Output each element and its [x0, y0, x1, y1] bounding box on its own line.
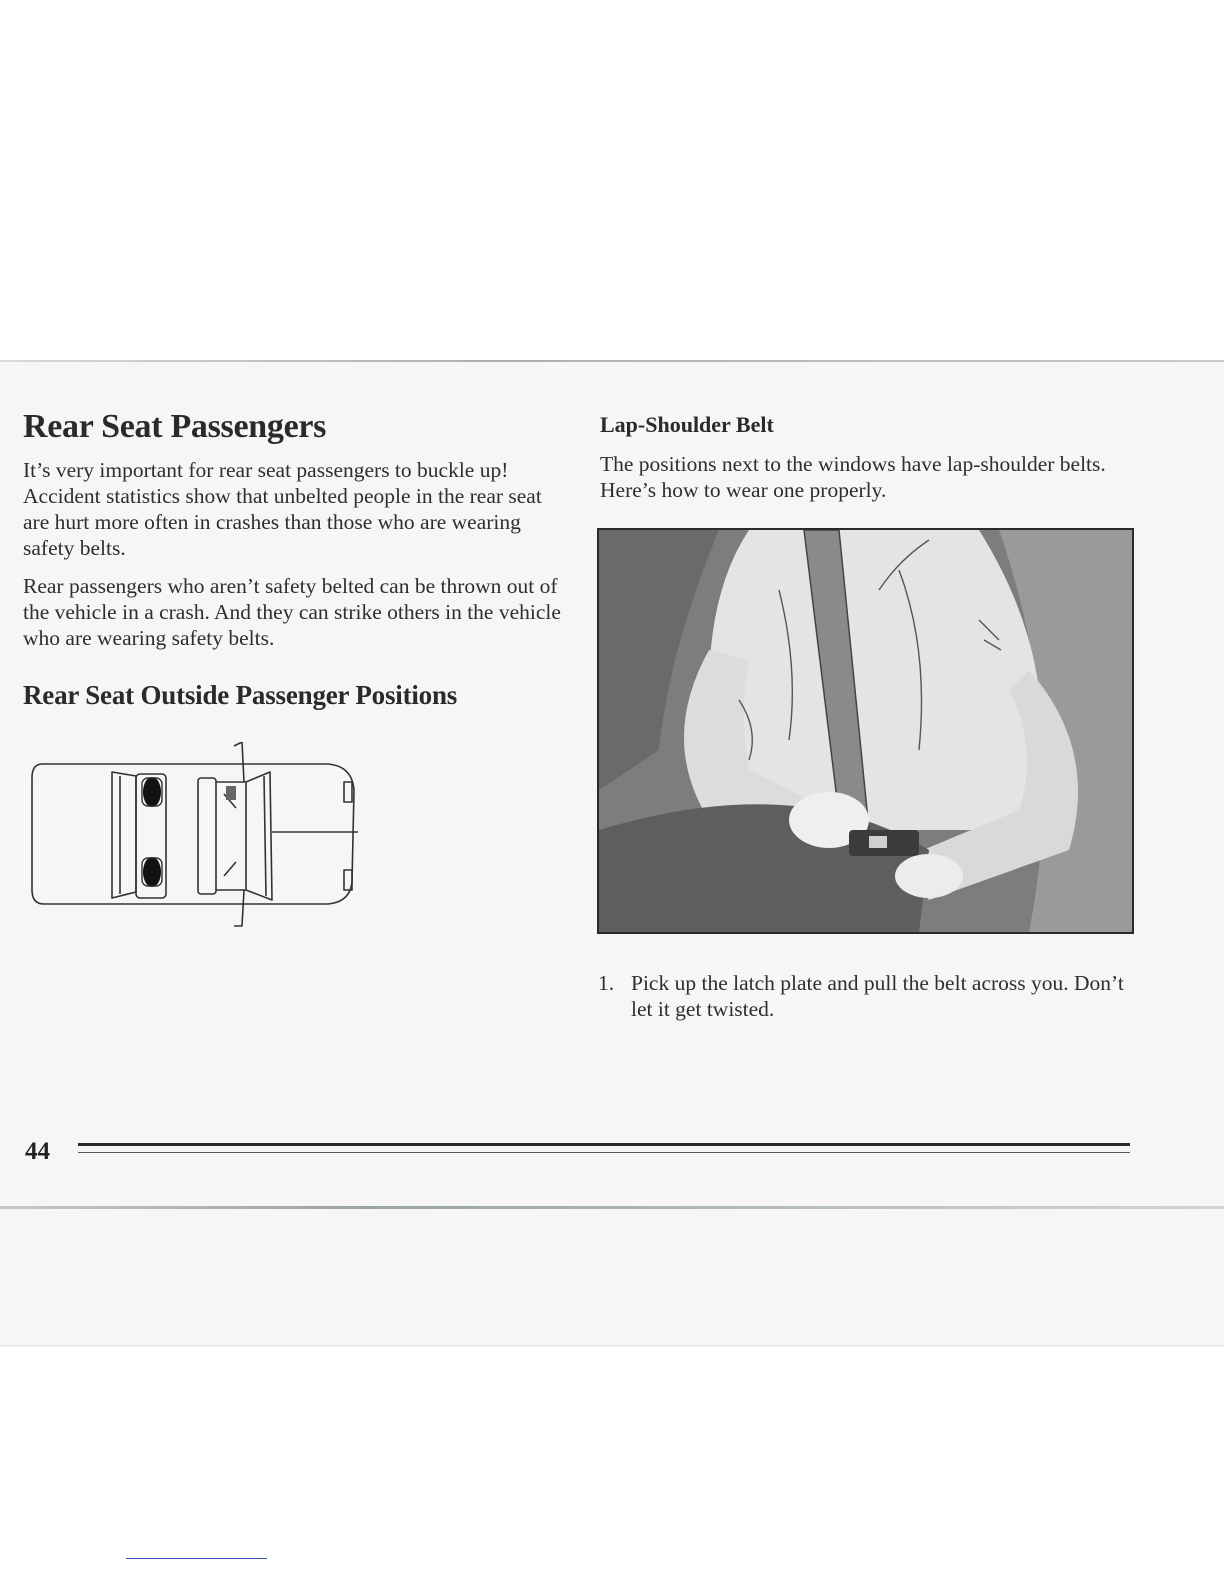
footer-rule-thin	[78, 1152, 1130, 1153]
subsection-title: Lap-Shoulder Belt	[600, 412, 774, 437]
page-number: 44	[25, 1138, 50, 1165]
step-text: Pick up the latch plate and pull the belt across you. Don’t let it get twisted.	[631, 971, 1124, 1021]
car-top-view-icon	[28, 742, 368, 928]
warning-paragraph: Rear passengers who aren’t safety belted can be thrown out of the vehicle in a crash. And they can strike others in the vehicle who are wearing safety belts.	[23, 574, 561, 650]
page-title: Rear Seat Passengers	[23, 408, 327, 445]
lap-shoulder-paragraph: The positions next to the windows have lap-shoulder belts. Here’s how to wear one properly.	[600, 452, 1106, 502]
seat-belt-photo	[597, 528, 1134, 934]
link-underline	[126, 1558, 267, 1559]
passenger-fastening-belt-icon	[599, 530, 1132, 932]
section-title: Rear Seat Outside Passenger Positions	[23, 680, 458, 710]
footer-rule-thick	[78, 1143, 1130, 1146]
step-number: 1.	[598, 971, 615, 995]
sheet-fold-line	[0, 1206, 1224, 1209]
sheet-bottom-edge	[0, 1345, 1224, 1346]
intro-paragraph: It’s very important for rear seat passengers to buckle up! Accident statistics show that unbelted people in the rear seat are hurt more often in crashes than those who are wearing safety belts.	[23, 458, 542, 560]
